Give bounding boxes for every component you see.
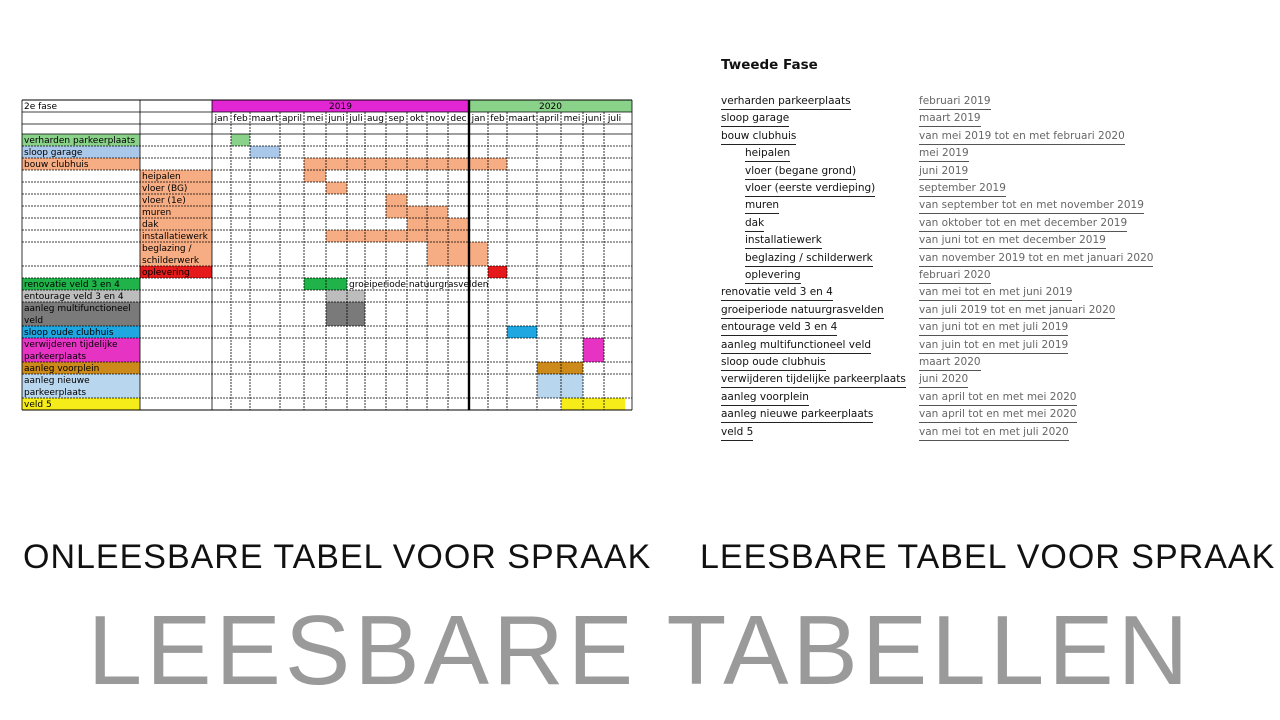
row-label: heipalen <box>142 172 181 182</box>
month-label: mei <box>563 114 581 124</box>
row-label: veld 5 <box>24 400 52 410</box>
gantt-bar <box>448 158 469 170</box>
gantt-bar <box>583 338 604 362</box>
gantt-bar <box>304 170 326 182</box>
row-label: aanleg voorplein <box>24 364 100 374</box>
month-label: okt <box>409 114 425 124</box>
gantt-bar <box>583 398 604 410</box>
gantt-bar <box>347 290 365 302</box>
month-label: juli <box>607 114 622 124</box>
gantt-bar <box>326 278 347 290</box>
month-label: sep <box>388 114 405 124</box>
year-label: 2020 <box>539 102 562 112</box>
month-label: jan <box>214 114 229 124</box>
gantt-bar <box>537 374 561 398</box>
gantt-bar <box>469 242 488 266</box>
readable-row-task: beglazing / schilderwerk <box>745 250 873 267</box>
readable-row-period: maart 2019 <box>919 110 981 127</box>
readable-row-task: heipalen <box>745 145 790 162</box>
gantt-bar <box>347 158 365 170</box>
readable-row <box>721 284 1171 301</box>
gantt-bar <box>250 146 280 158</box>
row-label: schilderwerk <box>142 256 200 266</box>
month-label: nov <box>429 114 446 124</box>
gantt-bar <box>326 302 347 326</box>
month-label: mei <box>306 114 324 124</box>
row-label: entourage veld 3 en 4 <box>24 292 124 302</box>
gantt-bar <box>604 398 625 410</box>
readable-row <box>721 197 1171 214</box>
readable-row-period: van april tot en met mei 2020 <box>919 389 1077 406</box>
readable-row <box>721 180 1171 197</box>
gantt-bar <box>448 218 469 230</box>
readable-row-period: februari 2020 <box>919 267 991 284</box>
readable-row <box>721 232 1171 249</box>
readable-row <box>721 163 1171 180</box>
readable-row-task: vloer (eerste verdieping) <box>745 180 875 197</box>
readable-row <box>721 250 1171 267</box>
row-note: groeiperiode natuurgrasvelden <box>349 280 489 290</box>
row-label: bouw clubhuis <box>24 160 89 170</box>
readable-row-period: juni 2020 <box>919 371 968 388</box>
readable-row-task: verharden parkeerplaats <box>721 93 851 110</box>
gantt-bar <box>407 230 427 242</box>
row-label: installatiewerk <box>142 232 208 242</box>
readable-row <box>721 337 1171 354</box>
readable-row <box>721 406 1171 423</box>
readable-row-task: entourage veld 3 en 4 <box>721 319 837 336</box>
readable-row <box>721 319 1171 336</box>
gantt-bar <box>347 302 365 326</box>
row-label: parkeerplaats <box>24 352 87 362</box>
gantt-bar <box>427 218 448 230</box>
row-label: renovatie veld 3 en 4 <box>24 280 120 290</box>
gantt-bar <box>561 374 583 398</box>
readable-row-period: van juli 2019 tot en met januari 2020 <box>919 302 1115 319</box>
readable-row <box>721 302 1171 319</box>
gantt-bar <box>488 158 507 170</box>
gantt-bar <box>427 158 448 170</box>
gantt-bar <box>326 290 347 302</box>
gantt-bar <box>427 230 448 242</box>
corner-label: 2e fase <box>24 102 58 112</box>
readable-row-task: vloer (begane grond) <box>745 163 856 180</box>
readable-row-task: aanleg nieuwe parkeerplaats <box>721 406 873 423</box>
readable-row-period: van oktober tot en met december 2019 <box>919 215 1127 232</box>
caption-readable-table: LEESBARE TABEL VOOR SPRAAK <box>700 538 1276 576</box>
row-label: aanleg multifunctioneel <box>24 304 131 314</box>
readable-row <box>721 267 1171 284</box>
row-label: veld <box>24 316 44 326</box>
readable-row-task: oplevering <box>745 267 801 284</box>
gantt-bar <box>304 278 326 290</box>
readable-row <box>721 145 1171 162</box>
gantt-bar <box>407 158 427 170</box>
readable-row-period: van mei 2019 tot en met februari 2020 <box>919 128 1125 145</box>
gantt-bar <box>326 230 347 242</box>
year-label: 2019 <box>329 102 352 112</box>
readable-row <box>721 110 1171 127</box>
gantt-bar <box>365 230 386 242</box>
row-label: vloer (BG) <box>142 184 188 194</box>
readable-row-period: van november 2019 tot en met januari 2020 <box>919 250 1153 267</box>
readable-row-task: renovatie veld 3 en 4 <box>721 284 833 301</box>
gantt-bar <box>347 230 365 242</box>
gantt-bar <box>488 266 507 278</box>
gantt-bar <box>326 158 347 170</box>
readable-row-task: bouw clubhuis <box>721 128 796 145</box>
readable-row-period: van april tot en met mei 2020 <box>919 406 1077 423</box>
month-label: jan <box>471 114 486 124</box>
gantt-bar <box>386 230 407 242</box>
month-label: april <box>282 114 302 124</box>
gantt-bar <box>561 362 583 374</box>
readable-row-task: sloop garage <box>721 110 789 127</box>
unreadable-gantt-table <box>0 0 660 460</box>
gantt-bar <box>448 230 469 242</box>
gantt-bar <box>427 242 448 266</box>
month-label: juni <box>585 114 602 124</box>
readable-row-period: maart 2020 <box>919 354 981 371</box>
readable-row-period: september 2019 <box>919 180 1006 197</box>
row-label: verharden parkeerplaats <box>24 136 136 146</box>
readable-row-task: muren <box>745 197 779 214</box>
readable-row <box>721 215 1171 232</box>
readable-row-period: van juin tot en met juli 2019 <box>919 337 1068 354</box>
gantt-bar <box>507 326 537 338</box>
readable-row <box>721 93 1171 110</box>
readable-row-period: van mei tot en met juli 2020 <box>919 424 1069 441</box>
gantt-bar <box>448 242 469 266</box>
month-label: april <box>539 114 559 124</box>
main-title: LEESBARE TABELLEN <box>87 595 1193 705</box>
month-label: aug <box>367 114 384 124</box>
row-label: beglazing / <box>142 244 192 254</box>
row-label: parkeerplaats <box>24 388 87 398</box>
readable-row-period: juni 2019 <box>919 163 968 180</box>
month-label: maart <box>508 114 536 124</box>
readable-row-task: sloop oude clubhuis <box>721 354 826 371</box>
gantt-bar <box>407 206 427 218</box>
gantt-bar <box>326 182 347 194</box>
month-label: juni <box>328 114 345 124</box>
readable-row-task: dak <box>745 215 764 232</box>
row-label: aanleg nieuwe <box>24 376 90 386</box>
month-label: feb <box>490 114 505 124</box>
readable-row-period: van juni tot en met december 2019 <box>919 232 1106 249</box>
gantt-bar <box>386 158 407 170</box>
gantt-bar <box>427 206 448 218</box>
gantt-bar <box>386 206 407 218</box>
row-label: vloer (1e) <box>142 196 186 206</box>
readable-row-task: veld 5 <box>721 424 753 441</box>
readable-row <box>721 354 1171 371</box>
row-label: oplevering <box>142 268 190 278</box>
row-label: verwijderen tijdelijke <box>24 340 118 350</box>
caption-unreadable-table: ONLEESBARE TABEL VOOR SPRAAK <box>23 538 652 576</box>
readable-row-period: februari 2019 <box>919 93 991 110</box>
readable-row <box>721 389 1171 406</box>
gantt-bar <box>304 158 326 170</box>
month-label: feb <box>233 114 248 124</box>
row-label: sloop garage <box>24 148 83 158</box>
readable-row-period: van september tot en met november 2019 <box>919 197 1144 214</box>
gantt-bar <box>407 218 427 230</box>
readable-row-task: groeiperiode natuurgrasvelden <box>721 302 884 319</box>
readable-row-task: verwijderen tijdelijke parkeerplaats <box>721 371 906 388</box>
month-label: juli <box>349 114 363 124</box>
readable-row <box>721 424 1171 441</box>
readable-row-task: installatiewerk <box>745 232 822 249</box>
gantt-bar <box>537 362 561 374</box>
gantt-bar <box>231 134 250 146</box>
gantt-bar <box>386 194 407 206</box>
readable-row-task: aanleg voorplein <box>721 389 809 406</box>
readable-row <box>721 371 1171 388</box>
readable-row-period: mei 2019 <box>919 145 969 162</box>
gantt-bar <box>365 158 386 170</box>
gantt-bar <box>561 398 583 410</box>
row-label: sloop oude clubhuis <box>24 328 114 338</box>
readable-table-title: Tweede Fase <box>721 57 818 73</box>
row-label: dak <box>142 220 159 230</box>
gantt-bar <box>469 158 488 170</box>
readable-row-period: van mei tot en met juni 2019 <box>919 284 1072 301</box>
month-label: dec <box>450 114 467 124</box>
month-label: maart <box>251 114 279 124</box>
readable-row-task: aanleg multifunctioneel veld <box>721 337 871 354</box>
readable-row <box>721 128 1171 145</box>
row-label: muren <box>142 208 172 218</box>
readable-row-period: van juni tot en met juli 2019 <box>919 319 1068 336</box>
